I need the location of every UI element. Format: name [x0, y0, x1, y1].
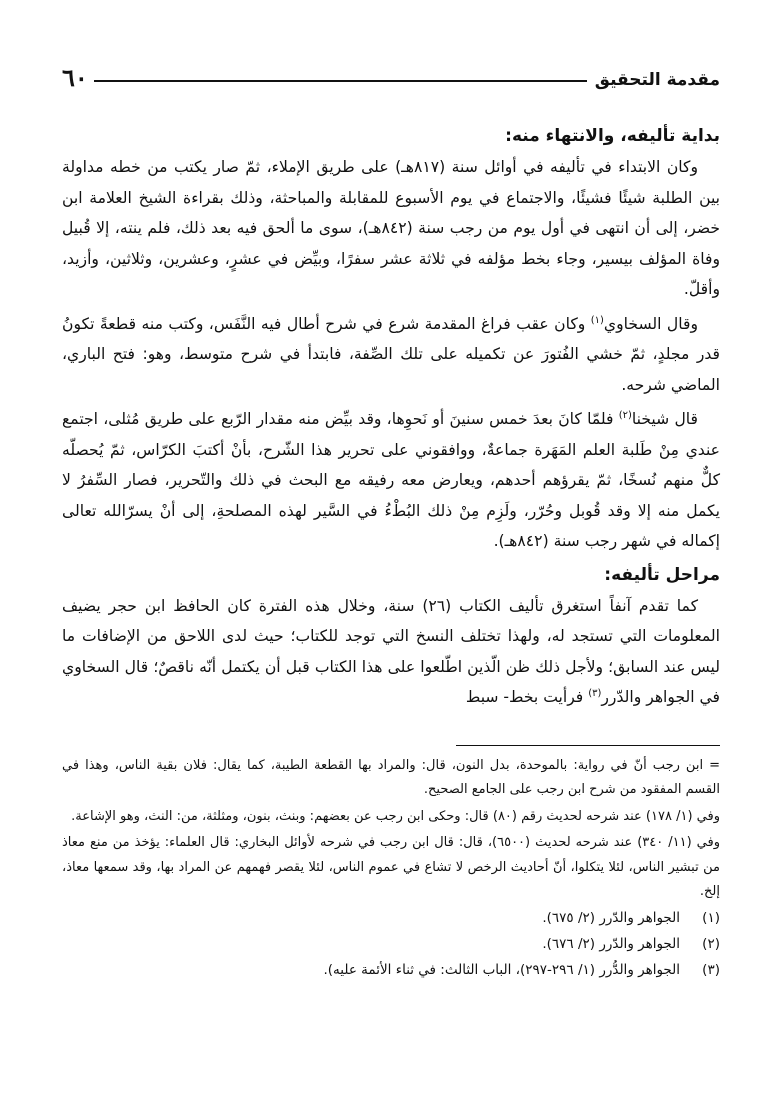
footnote-text: الجواهر والدّرر (٢/ ٦٧٦). — [542, 935, 680, 952]
running-head: مقدمة التحقيق — [594, 70, 720, 90]
page-number: ٦٠ — [62, 63, 88, 92]
footnote-number: (٢) — [702, 935, 720, 952]
footnote-ref: (٢) — [618, 409, 632, 421]
footnote-separator — [456, 745, 720, 746]
paragraph-text: قال شيخنا — [631, 410, 698, 428]
paragraph-text: وكان عقب فراغ المقدمة شرع في شرح أطال فيه النَّفَس، وكتب منه قطعةً تكونُ قدر مجلدٍ، ثمّ خشي الفُتورَ عن تكميله على تلك الصِّفة، فابتدأ في شرح متوسط، وهو: فتح الباري، الماضي شرحه. — [62, 314, 720, 394]
footnote-text: الجواهر والدّرر (٢/ ٦٧٥). — [542, 909, 680, 926]
paragraph-text: فلمّا كانَ بعدَ خمس سنينَ أو نَحوِها، وقد بيِّض منه مقدار الرّبع على طريق مُثلى، اجتمع عندي مِنْ طَلبة العلم المَهَرة جماعةٌ، ووافقوني على تحرير هذا الشّرح، بأنْ أكتبَ الكرّاس، ثمّ يُحصلّه كلٌّ منهم نُسخًا، ثمّ يقرؤهم أحدهم، ويعارض معه رفيقه مع البحث في ذلك والتّحرير، فصار السِّفرُ لا يكمل منه إلا وقد قُوبل وحُرّر، ولَزِم مِنْ ذلك البُطْءُ في السَّير لهذه المصلحةِ، إلى أنْ يسرّالله تعالى إكماله في شهر رجب سنة (٨٤٢هـ). — [62, 410, 720, 550]
section-heading-start-end: بداية تأليفه، والانتهاء منه: — [505, 126, 720, 146]
header-rule — [94, 80, 587, 82]
section-heading-stages: مراحل تأليفه: — [604, 564, 720, 585]
footnote-continuation: = ابن رجب أنّ في رواية: بالموحدة، بدل النون، قال: والمراد بها القطعة الطيبة، كما يقال: فلان بقية الناس، وهذا في القسم المفقود من شرح ابن رجب على الجامع الصحيح. — [62, 757, 720, 797]
footnote-ref: (١) — [590, 314, 604, 326]
paragraph-text: كما تقدم آنفاً استغرق تأليف الكتاب (٢٦) سنة، وخلال هذه الفترة كان الحافظ ابن حجر يضيف المعلومات التي تستجد له، ولهذا تختلف النسخ التي توجد للكتاب؛ حيث لدى اللاحق من الإضافات ما ليس عند السابق؛ ولأجل ذلك ظن الّذين اطّلعوا على هذا الكتاب قبل أن يكتمل أنّه ناقصٌ؛ قال السخاوي في الجواهر والدّرر — [62, 596, 720, 706]
footnote-text: الجواهر والدُّرر (١/ ٢٩٦-٢٩٧)، الباب الثالث: في ثناء الأئمة عليه). — [323, 961, 680, 978]
footnote-number: (١) — [702, 909, 720, 926]
book-page — [62, 56, 720, 983]
footnote-item — [62, 931, 720, 957]
body-paragraph: وكان الابتداء في تأليفه في أوائل سنة (٨١٧هـ) على طريق الإملاء، ثمّ صار يكتب من خطه مداولة بين الطلبة شيئًا فشيئًا، والاجتماع في يوم الأسبوع للمقابلة والمباحثة، وذلك بقراءة الشيخ العلامة ابن خضر، إلى أن انتهى في أول يوم من رجب سنة (٨٤٢هـ)، سوى ما ألحق فيه بعد ذلك، فلم ينته، إلا قُبيل وفاة المؤلف بيسير، وجاء بخط مؤلفه في ثلاثة عشر سفرًا، وبيِّض في عشرٍ، وعشرين، وثلاثين، وأزيد، وأقلّ. — [62, 158, 720, 298]
footnote-number: (٣) — [702, 961, 720, 978]
footnotes — [62, 754, 720, 983]
paragraph-text: وقال السخاوي — [603, 314, 698, 333]
paragraph-text: فرأيت بخط- سبط — [465, 688, 589, 706]
body-paragraph — [62, 591, 720, 713]
footnote-continuation: وفي (١١/ ٣٤٠) عند شرحه لحديث (٦٥٠٠)، قال: قال ابن رجب في شرحه لأوائل البخاري: قال العلماء: يؤخذ من منع معاذ من تبشير الناس، لئلا يتكلوا، أنّ أحاديث الرخص لا تشاع في عموم الناس، لئلا يقصر فهمهم عن المراد بها، وقد سمعها معاذ، إلخ. — [62, 835, 720, 899]
footnote-item — [62, 905, 720, 931]
body-paragraph — [62, 404, 720, 557]
footnote-item — [62, 957, 720, 983]
footnote-continuation: وفي (١/ ١٧٨) عند شرحه لحديث رقم (٨٠) قال: وحكى ابن رجب عن بعضهم: وبنث، بنون، ومثلثة، من: النث، وهو الإشاعة. — [71, 808, 720, 824]
footnote-ref: (٣) — [588, 687, 602, 699]
body-paragraph — [62, 309, 720, 401]
page-header — [62, 56, 720, 90]
